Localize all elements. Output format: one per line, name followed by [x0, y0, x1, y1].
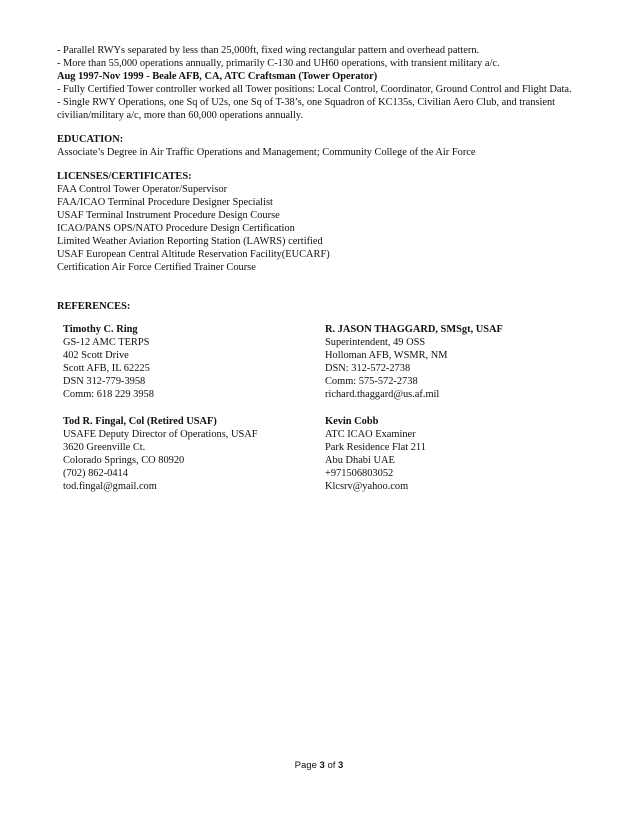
- references-section: [57, 300, 577, 507]
- reference-card: [63, 415, 325, 493]
- license-item: FAA/ICAO Terminal Procedure Designer Specialist: [57, 197, 273, 208]
- references-grid: [63, 323, 577, 507]
- license-item: USAF European Central Altitude Reservation Facility(EUCARF): [57, 249, 330, 260]
- reference-card: [325, 323, 565, 401]
- reference-name: Timothy C. Ring: [63, 324, 138, 335]
- reference-line: Comm: 575-572-2738: [325, 376, 418, 387]
- reference-line: (702) 862-0414: [63, 468, 128, 479]
- license-item: Certification Air Force Certified Trainer Course: [57, 262, 256, 273]
- reference-line: Park Residence Flat 211: [325, 442, 426, 453]
- reference-name: R. JASON THAGGARD, SMSgt, USAF: [325, 324, 503, 335]
- reference-card: [325, 415, 565, 493]
- reference-card: [63, 323, 325, 401]
- reference-line: DSN: 312-572-2738: [325, 363, 411, 374]
- reference-line: Comm: 618 229 3958: [63, 389, 154, 400]
- reference-line: GS-12 AMC TERPS: [63, 337, 150, 348]
- reference-line: ATC ICAO Examiner: [325, 429, 416, 440]
- experience-bullet: - Parallel RWYs separated by less than 25,000ft, fixed wing rectangular pattern and overhead pattern.: [57, 45, 480, 56]
- of-word: of: [327, 760, 336, 771]
- license-item: ICAO/PANS OPS/NATO Procedure Design Certification: [57, 223, 295, 234]
- reference-line: DSN 312-779-3958: [63, 376, 146, 387]
- page-word: Page: [294, 760, 317, 771]
- page-current: 3: [319, 760, 325, 771]
- experience-section: [57, 44, 577, 122]
- experience-bullet: - More than 55,000 operations annually, primarily C-130 and UH60 operations, with transient military a/c.: [57, 58, 500, 69]
- reference-name: Kevin Cobb: [325, 416, 379, 427]
- reference-line: Abu Dhabi UAE: [325, 455, 395, 466]
- education-section: [57, 133, 577, 159]
- licenses-heading: LICENSES/CERTIFICATES:: [57, 171, 192, 182]
- experience-bullet: - Single RWY Operations, one Sq of U2s, one Sq of T-38’s, one Squadron of KC135s, Civilian Aero Club, and transient civilian/military a/c, more than 60,000 operations annually.: [57, 97, 556, 121]
- reference-email: richard.thaggard@us.af.mil: [325, 389, 440, 400]
- job-heading: Aug 1997-Nov 1999 - Beale AFB, CA, ATC Craftsman (Tower Operator): [57, 71, 378, 82]
- license-item: FAA Control Tower Operator/Supervisor: [57, 184, 228, 195]
- reference-name: Tod R. Fingal, Col (Retired USAF): [63, 416, 217, 427]
- reference-line: Holloman AFB, WSMR, NM: [325, 350, 448, 361]
- reference-line: Superintendent, 49 OSS: [325, 337, 426, 348]
- licenses-section: [57, 170, 577, 274]
- page-footer: [0, 760, 638, 771]
- license-item: Limited Weather Aviation Reporting Station (LAWRS) certified: [57, 236, 323, 247]
- page-total: 3: [338, 760, 344, 771]
- references-heading: REFERENCES:: [57, 301, 131, 312]
- reference-line: 3620 Greenville Ct.: [63, 442, 146, 453]
- reference-line: +971506803052: [325, 468, 394, 479]
- reference-line: Scott AFB, IL 62225: [63, 363, 150, 374]
- education-text: Associate’s Degree in Air Traffic Operations and Management; Community College of the Air Force: [57, 147, 476, 158]
- reference-email: tod.fingal@gmail.com: [63, 481, 157, 492]
- license-item: USAF Terminal Instrument Procedure Design Course: [57, 210, 280, 221]
- resume-page: [57, 44, 577, 507]
- reference-line: Colorado Springs, CO 80920: [63, 455, 185, 466]
- education-heading: EDUCATION:: [57, 134, 124, 145]
- reference-email: Klcsrv@yahoo.com: [325, 481, 409, 492]
- reference-line: USAFE Deputy Director of Operations, USAF: [63, 429, 258, 440]
- experience-bullet: - Fully Certified Tower controller worked all Tower positions: Local Control, Coordinator, Ground Control and Flight Data.: [57, 84, 572, 95]
- reference-line: 402 Scott Drive: [63, 350, 129, 361]
